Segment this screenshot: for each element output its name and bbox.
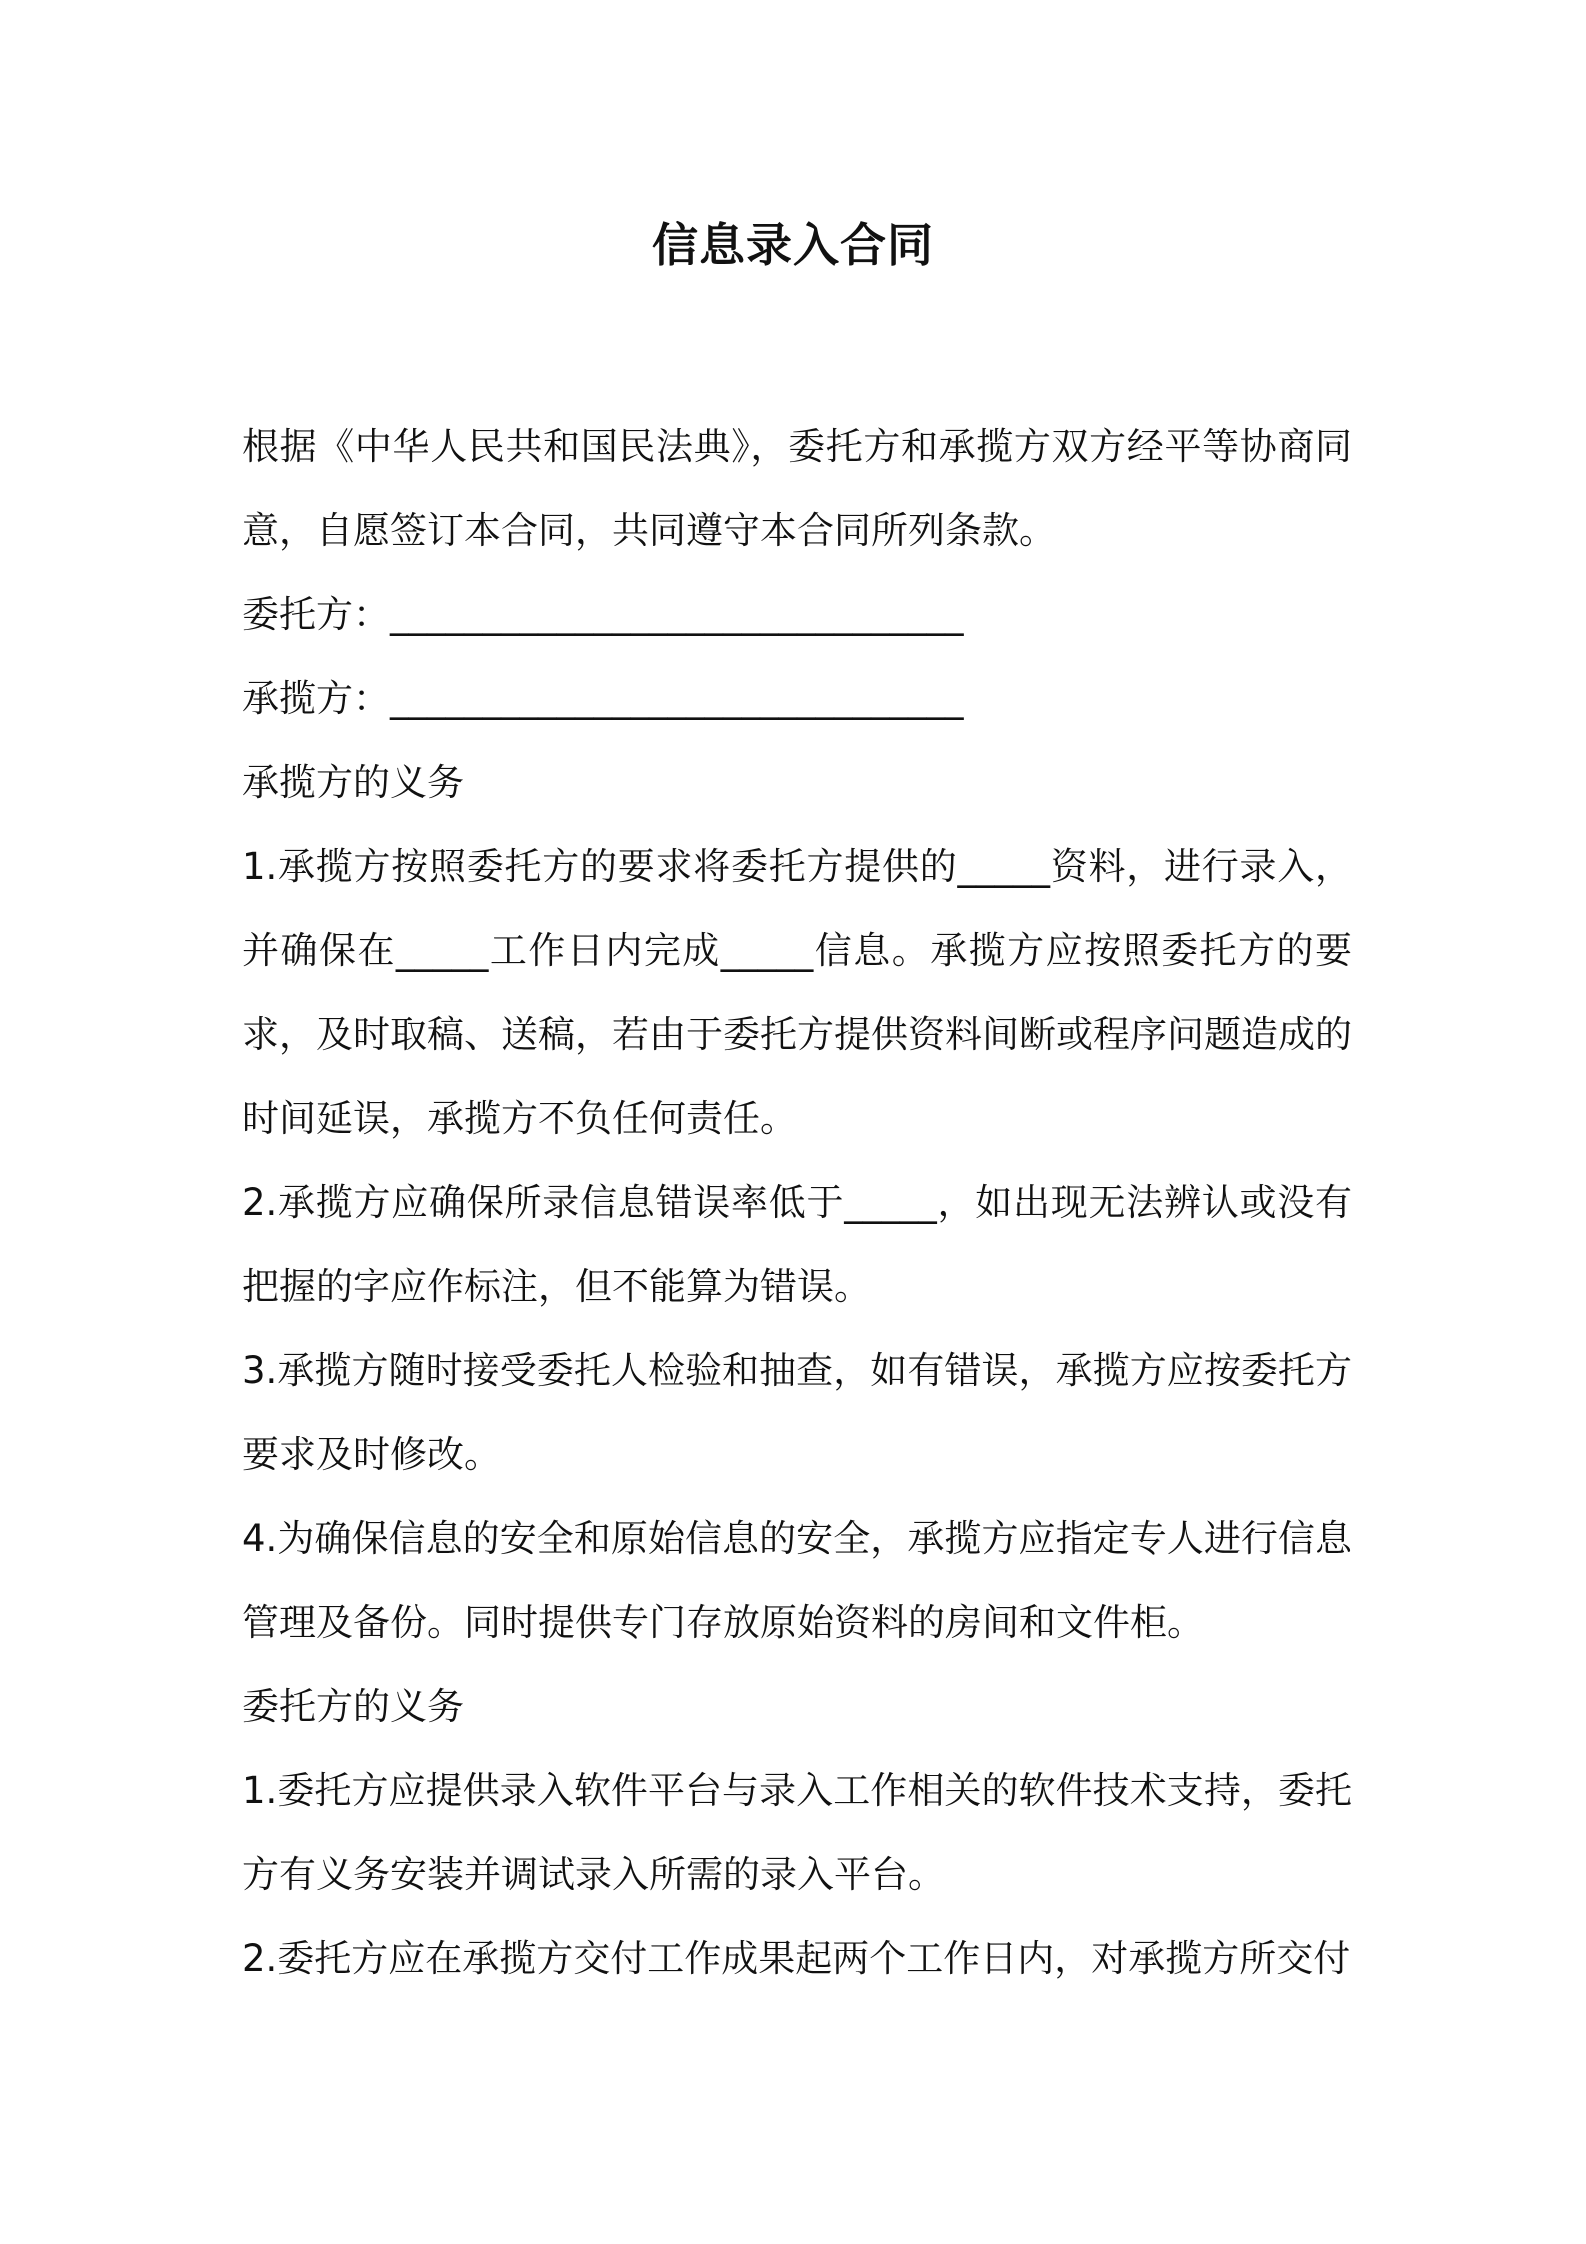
contractor-obligations-heading: 承揽方的义务 [242,761,464,804]
client-clause-1: 1.委托方应提供录入软件平台与录入工作相关的软件技术支持，委托方有义务安装并调试录入所需的录入平台。 [242,1769,1352,1896]
contractor-clause-1: 1.承揽方按照委托方的要求将委托方提供的_____资料，进行录入，并确保在_____工作日内完成_____信息。承揽方应按照委托方的要求，及时取稿、送稿，若由于委托方提供资料间断或程序问题造成的时间延误，承揽方不负任何责任。 [242,845,1352,1140]
contractor-clause-4: 4.为确保信息的安全和原始信息的安全，承揽方应指定专人进行信息管理及备份。同时提供专门存放原始资料的房间和文件柜。 [242,1517,1352,1644]
document-title: 信息录入合同 [652,218,934,272]
contractor-clause-3: 3.承揽方随时接受委托人检验和抽查，如有错误，承揽方应按委托方要求及时修改。 [242,1349,1352,1476]
contractor-field [242,657,1352,741]
client-obligations-heading: 委托方的义务 [242,1685,464,1728]
client-field [242,573,1352,657]
contractor-field-label: 承揽方： [242,677,390,720]
contractor-field-blank: _______________________________ [390,677,964,720]
intro-paragraph: 根据《中华人民共和国民法典》，委托方和承揽方双方经平等协商同意，自愿签订本合同，共同遵守本合同所列条款。 [242,425,1352,552]
contractor-clause-2: 2.承揽方应确保所录信息错误率低于_____，如出现无法辨认或没有把握的字应作标注，但不能算为错误。 [242,1181,1352,1308]
client-field-label: 委托方： [242,593,390,636]
client-field-blank: _______________________________ [390,593,964,636]
document-body [242,405,1352,2001]
client-clause-2: 2.委托方应在承揽方交付工作成果起两个工作日内，对承揽方所交付 [242,1937,1351,1980]
